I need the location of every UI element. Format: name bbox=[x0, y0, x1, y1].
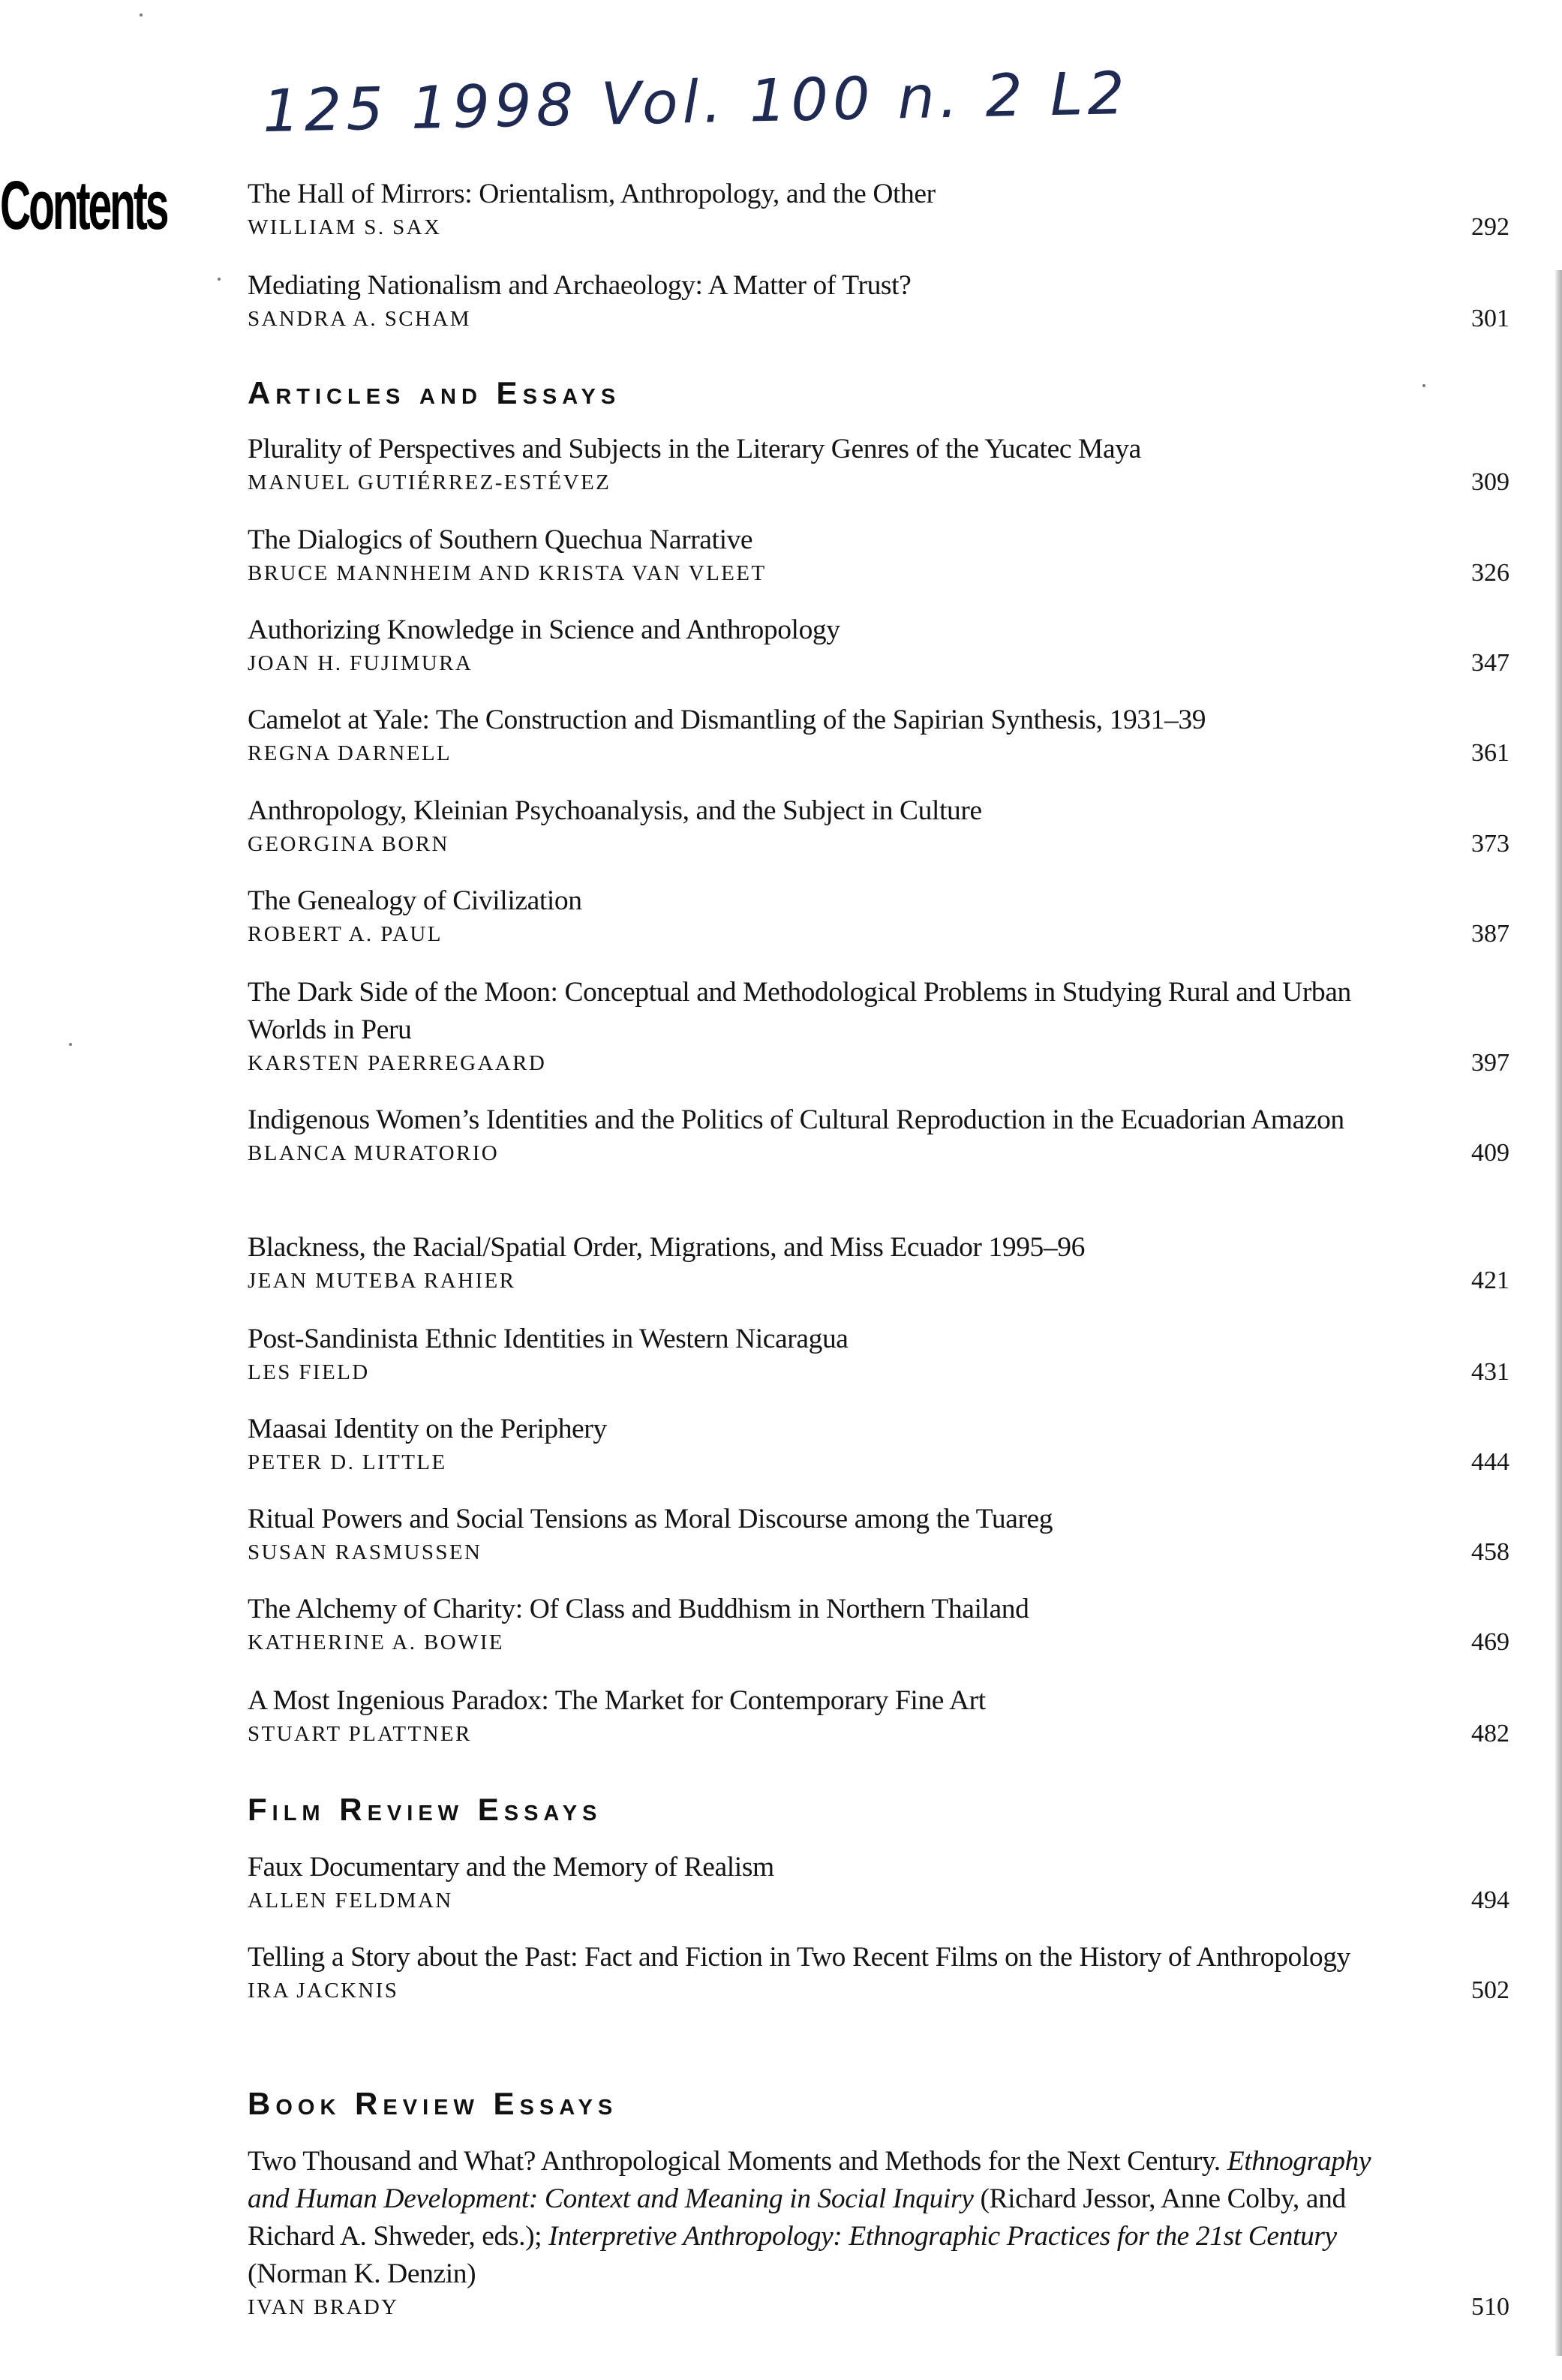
entry-page-number: 510 bbox=[1471, 2293, 1509, 2321]
entry-page-number: 431 bbox=[1471, 1358, 1509, 1386]
section-heading: Film Review Essays bbox=[248, 1792, 602, 1827]
entry-author: SANDRA A. SCHAM bbox=[248, 307, 471, 331]
entry-title: Post-Sandinista Ethnic Identities in Western Nicaragua bbox=[248, 1324, 849, 1354]
entry-title: Anthropology, Kleinian Psychoanalysis, and the Subject in Culture bbox=[248, 795, 982, 826]
entry-title: Camelot at Yale: The Construction and Dismantling of the Sapirian Synthesis, 1931–39 bbox=[248, 705, 1206, 735]
toc-entry bbox=[248, 1501, 1523, 1567]
entry-author: MANUEL GUTIÉRREZ-ESTÉVEZ bbox=[248, 470, 611, 494]
entry-title: Plurality of Perspectives and Subjects in the Literary Genres of the Yucatec Maya bbox=[248, 434, 1141, 464]
entry-page-number: 373 bbox=[1471, 830, 1509, 858]
entry-page-number: 444 bbox=[1471, 1448, 1509, 1476]
entry-page-number: 326 bbox=[1471, 559, 1509, 587]
entry-author: ROBERT A. PAUL bbox=[248, 922, 443, 946]
entry-page-number: 397 bbox=[1471, 1049, 1509, 1077]
entry-title: Indigenous Women’s Identities and the Politics of Cultural Reproduction in the Ecuadorian Amazon bbox=[248, 1104, 1344, 1135]
entry-page-number: 409 bbox=[1471, 1139, 1509, 1167]
toc-entry bbox=[248, 1321, 1523, 1387]
entry-title: Blackness, the Racial/Spatial Order, Migrations, and Miss Ecuador 1995–96 bbox=[248, 1232, 1085, 1263]
toc-entry bbox=[248, 792, 1523, 858]
entry-author: LES FIELD bbox=[248, 1360, 370, 1384]
entry-title: Ritual Powers and Social Tensions as Moral Discourse among the Tuareg bbox=[248, 1504, 1053, 1534]
scan-speck bbox=[218, 278, 221, 281]
entry-author: IRA JACKNIS bbox=[248, 1979, 399, 2003]
entry-page-number: 502 bbox=[1471, 1976, 1509, 2004]
entry-title: The Hall of Mirrors: Orientalism, Anthropology, and the Other bbox=[248, 179, 936, 209]
entry-title bbox=[248, 2143, 1388, 2293]
entry-title: The Dark Side of the Moon: Conceptual and Methodological Problems in Studying Rural and Urban Worlds in Peru bbox=[248, 977, 1351, 1045]
section-heading: Book Review Essays bbox=[248, 2086, 618, 2121]
entry-page-number: 292 bbox=[1471, 213, 1509, 241]
entry-title: The Genealogy of Civilization bbox=[248, 885, 582, 916]
scan-speck bbox=[69, 1043, 72, 1046]
entry-page-number: 494 bbox=[1471, 1886, 1509, 1914]
entry-page-number: 458 bbox=[1471, 1538, 1509, 1566]
toc-entry bbox=[248, 1229, 1523, 1295]
entry-author: GEORGINA BORN bbox=[248, 832, 449, 856]
entry-title: The Alchemy of Charity: Of Class and Buddhism in Northern Thailand bbox=[248, 1594, 1029, 1624]
entry-title: Faux Documentary and the Memory of Realism bbox=[248, 1852, 774, 1883]
entry-author: BLANCA MURATORIO bbox=[248, 1141, 500, 1165]
contents-heading: Contents bbox=[0, 167, 167, 244]
toc-entry bbox=[248, 1591, 1523, 1657]
entry-author: BRUCE MANNHEIM AND KRISTA VAN VLEET bbox=[248, 561, 767, 585]
toc-entry bbox=[248, 2143, 1523, 2321]
toc-entry bbox=[248, 521, 1523, 587]
toc-entry bbox=[248, 1682, 1523, 1748]
toc-entry bbox=[248, 176, 1523, 242]
scan-page-edge bbox=[1554, 270, 1562, 2356]
entry-title: The Dialogics of Southern Quechua Narrative bbox=[248, 524, 753, 555]
entry-page-number: 347 bbox=[1471, 649, 1509, 677]
entry-page-number: 482 bbox=[1471, 1720, 1509, 1747]
toc-entry bbox=[248, 612, 1523, 678]
entry-page-number: 309 bbox=[1471, 468, 1509, 496]
toc-entry bbox=[248, 1849, 1523, 1915]
entry-author: KARSTEN PAERREGAARD bbox=[248, 1051, 547, 1075]
entry-page-number: 361 bbox=[1471, 739, 1509, 767]
entry-page-number: 301 bbox=[1471, 305, 1509, 332]
entry-page-number: 421 bbox=[1471, 1267, 1509, 1294]
scan-speck bbox=[140, 14, 143, 17]
scan-speck bbox=[1422, 384, 1425, 387]
toc-entry bbox=[248, 1411, 1523, 1477]
entry-page-number: 387 bbox=[1471, 920, 1509, 948]
entry-author: JOAN H. FUJIMURA bbox=[248, 651, 473, 675]
entry-author: PETER D. LITTLE bbox=[248, 1450, 447, 1474]
entry-author: STUART PLATTNER bbox=[248, 1722, 472, 1746]
entry-author: ALLEN FELDMAN bbox=[248, 1889, 453, 1913]
toc-entry bbox=[248, 431, 1523, 497]
entry-title: A Most Ingenious Paradox: The Market for Contemporary Fine Art bbox=[248, 1685, 986, 1716]
entry-title: Telling a Story about the Past: Fact and Fiction in Two Recent Films on the History of Anthropology bbox=[248, 1942, 1350, 1973]
toc-entry bbox=[248, 267, 1523, 333]
entry-author: KATHERINE A. BOWIE bbox=[248, 1630, 505, 1654]
toc-entry bbox=[248, 702, 1523, 768]
entry-title: Authorizing Knowledge in Science and Anthropology bbox=[248, 615, 840, 645]
entry-page-number: 469 bbox=[1471, 1628, 1509, 1656]
entry-title-part: (Richard Jessor, Anne Colby, and Richard A. Shweder, eds.); bbox=[248, 2183, 1346, 2252]
toc-entry bbox=[248, 1939, 1523, 2005]
toc-entry bbox=[248, 882, 1523, 948]
handwritten-catalog-note: 125 1998 Vol. 100 n. 2 L2 bbox=[262, 59, 1130, 146]
book-title-italic: Ethnography and Human Development: Context and Meaning in Social Inquiry bbox=[248, 2146, 1371, 2214]
entry-author: REGNA DARNELL bbox=[248, 741, 452, 765]
section-heading: Articles and Essays bbox=[248, 375, 621, 410]
toc-entry bbox=[248, 1101, 1523, 1167]
entry-author: SUSAN RASMUSSEN bbox=[248, 1540, 482, 1564]
entry-author: WILLIAM S. SAX bbox=[248, 215, 442, 239]
entry-author: JEAN MUTEBA RAHIER bbox=[248, 1269, 516, 1293]
entry-title-part: Two Thousand and What? Anthropological Moments and Methods for the Next Century. bbox=[248, 2146, 1227, 2177]
entry-title: Mediating Nationalism and Archaeology: A Matter of Trust? bbox=[248, 270, 912, 301]
entry-title-part: (Norman K. Denzin) bbox=[248, 2258, 476, 2289]
toc-entry bbox=[248, 974, 1523, 1077]
entry-title: Maasai Identity on the Periphery bbox=[248, 1414, 607, 1444]
entry-author: IVAN BRADY bbox=[248, 2295, 399, 2319]
book-title-italic: Interpretive Anthropology: Ethnographic Practices for the 21st Century bbox=[548, 2221, 1337, 2252]
